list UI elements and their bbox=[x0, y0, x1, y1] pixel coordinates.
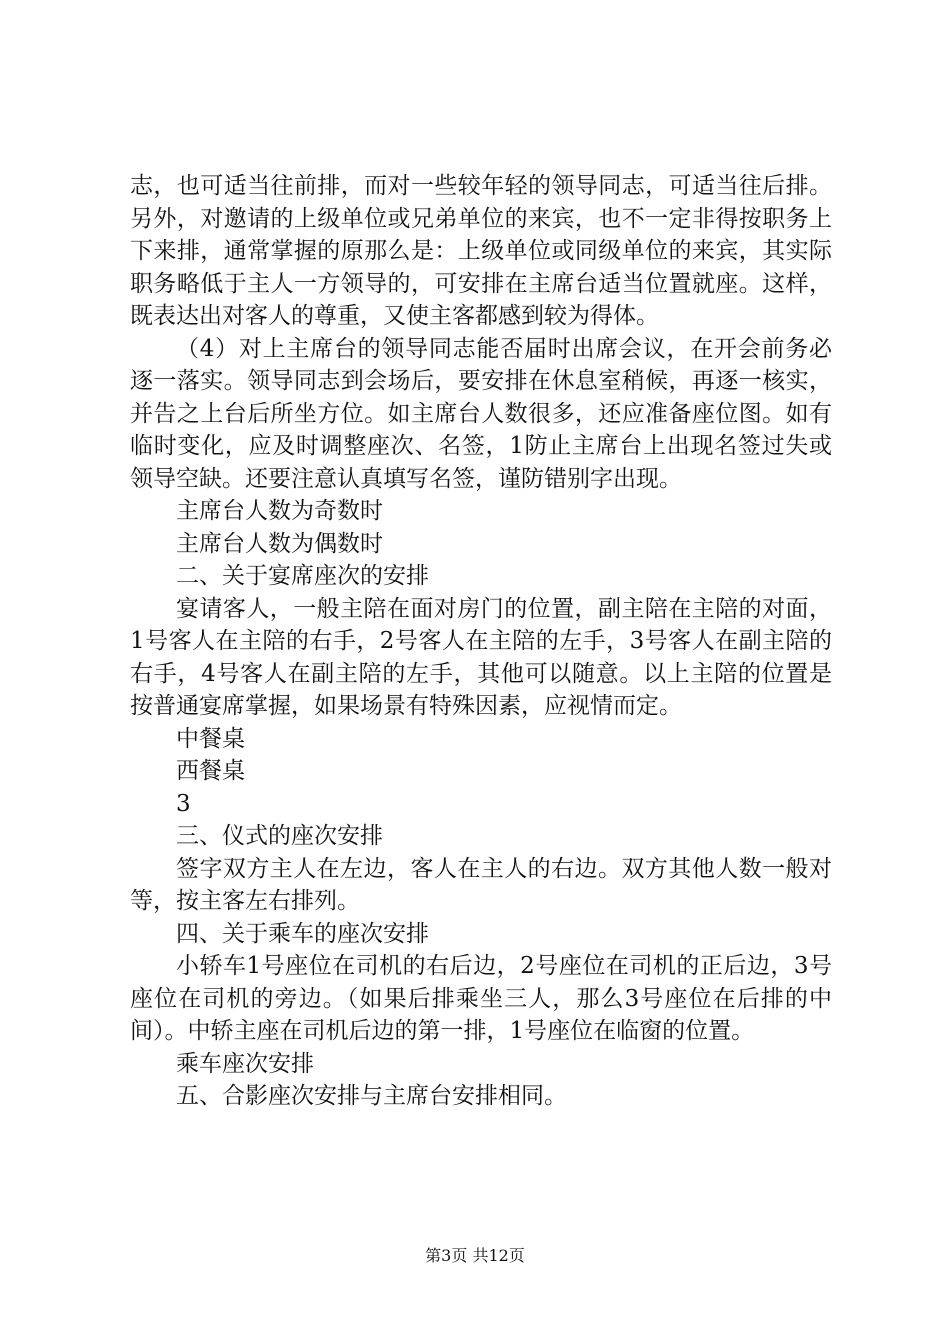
section-heading-banquet: 二、关于宴席座次的安排 bbox=[176, 563, 429, 589]
caption-even-seating: 主席台人数为偶数时 bbox=[176, 530, 383, 557]
section-heading-car: 四、关于乘车的座次安排 bbox=[176, 920, 429, 947]
page-footer: 第3页 共12页 bbox=[425, 1246, 525, 1265]
document-body bbox=[130, 170, 832, 1113]
paragraph-ceremony: 签字双方主人在左边，客人在主人的右边。双方其他人数一般对等，按主客左右排列。 bbox=[130, 855, 832, 914]
caption-chinese-table: 中餐桌 bbox=[176, 725, 245, 752]
stray-number: 3 bbox=[176, 790, 191, 817]
caption-odd-seating: 主席台人数为奇数时 bbox=[176, 498, 383, 524]
paragraph-continued: 志，也可适当往前排，而对一些较年轻的领导同志，可适当往后排。另外，对邀请的上级单位或兄弟单位的来宾，也不一定非得按职务上下来排，通常掌握的原那么是：上级单位或同级单位的来宾，其实际职务略低于主人一方领导的，可安排在主席台适当位置就座。这样，既表达出对客人的尊重，又使主客都感到较为得体。 bbox=[130, 173, 832, 329]
paragraph-banquet: 宴请客人，一般主陪在面对房门的位置，副主陪在主陪的对面，1号客人在主陪的右手，2号客人在主陪的左手，3号客人在副主陪的右手，4号客人在副主陪的左手，其他可以随意。以上主陪的位置是按普通宴席掌握，如果场景有特殊因素，应视情而定。 bbox=[130, 595, 832, 719]
section-heading-photo: 五、合影座次安排与主席台安排相同。 bbox=[176, 1083, 567, 1109]
paragraph-item-4: （4）对上主席台的领导同志能否届时出席会议，在开会前务必逐一落实。领导同志到会场后，要安排在休息室稍候，再逐一核实，并告之上台后所坐方位。如主席台人数很多，还应准备座位图。如有临时变化，应及时调整座次、名签，1防止主席台上出现名签过失或领导空缺。还要注意认真填写名签，谨防错别字出现。 bbox=[130, 335, 832, 492]
section-heading-ceremony: 三、仪式的座次安排 bbox=[176, 823, 383, 849]
caption-western-table: 西餐桌 bbox=[176, 758, 245, 784]
paragraph-car: 小轿车1号座位在司机的右后边，2号座位在司机的正后边，3号座位在司机的旁边。（如果后排乘坐三人，那么3号座位在后排的中间）。中轿主座在司机后边的第一排，1号座位在临窗的位置。 bbox=[130, 953, 832, 1044]
caption-car-seating: 乘车座次安排 bbox=[176, 1050, 314, 1077]
